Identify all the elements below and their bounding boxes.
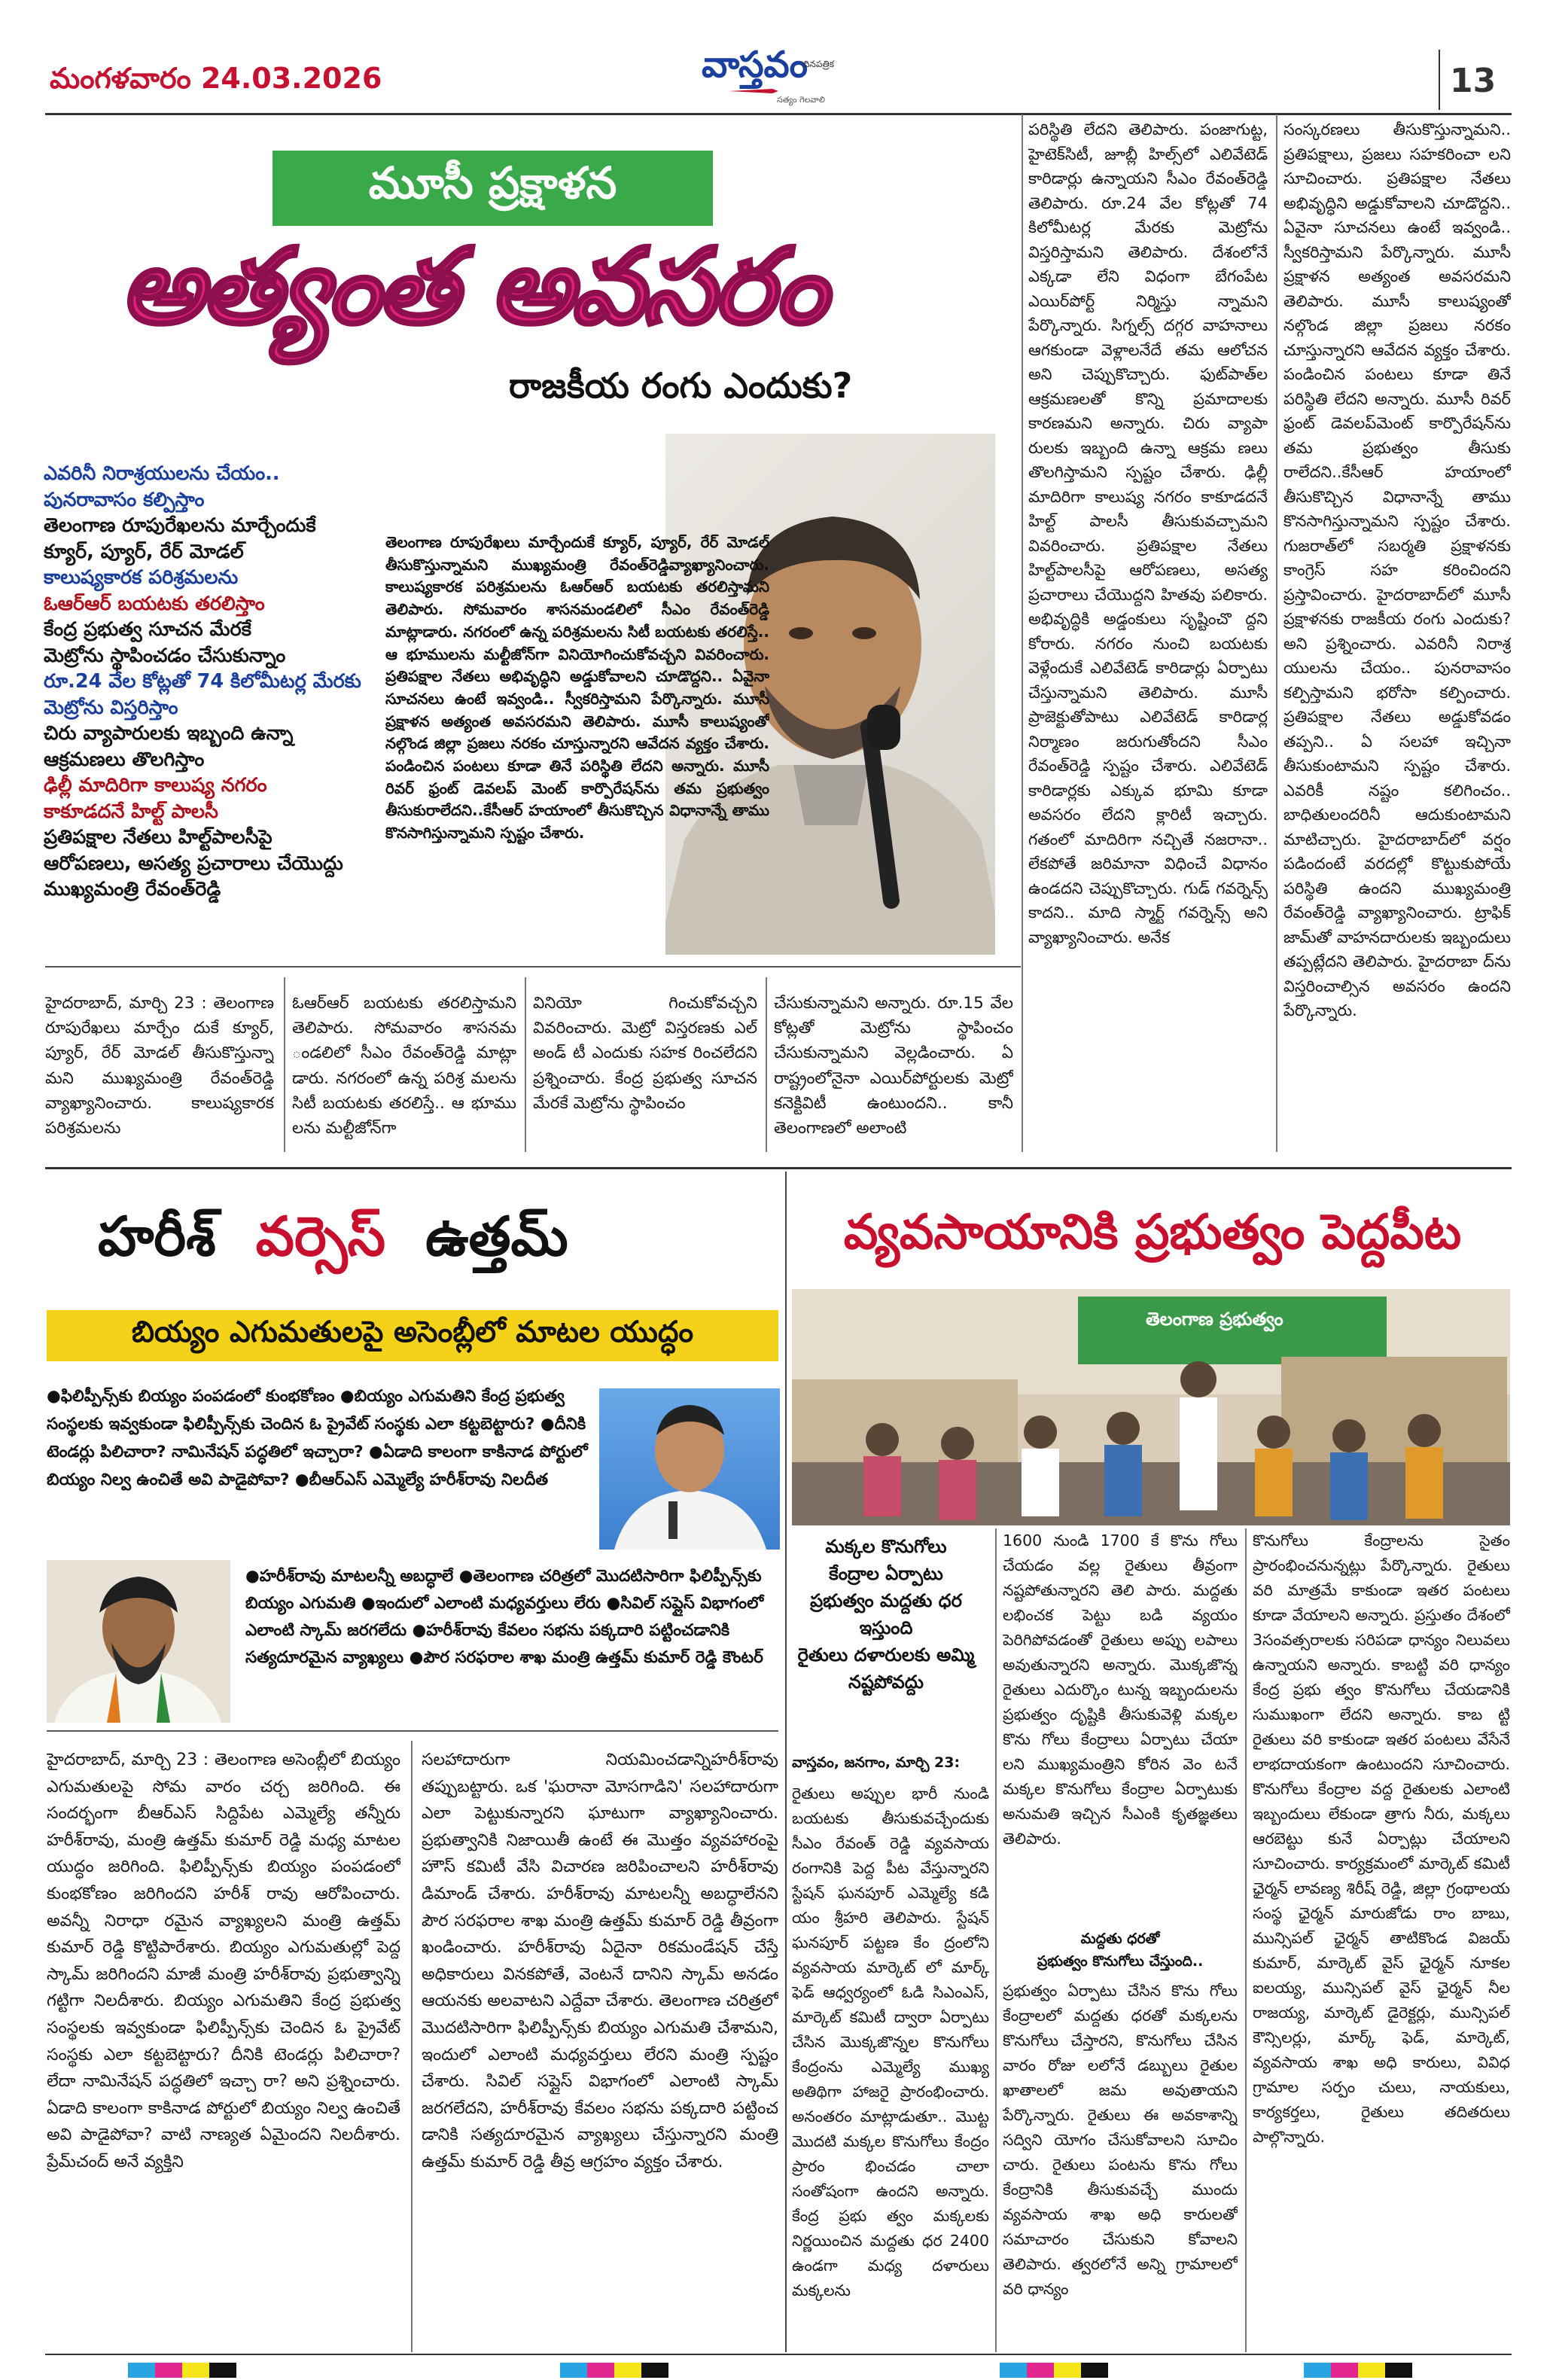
logo-wordmark: వాస్తవం [702,44,808,86]
story2-bar [47,1310,778,1361]
pen-icon [727,87,780,95]
print-color-strip [45,2363,1512,2379]
logo-tagline: సత్యం గెలవాలి [777,95,825,105]
story3-col-1: రైతులు అప్పుల భారీ నుండి బయటకు తీసుకువచ్చేందుకు సీఎం రేవంత్ రెడ్డి వ్యవసాయ రంగానికి పెద్ద పీట వేస్తున్నారని స్టేషన్ ఘనపూర్ ఎమ్మెల్యే కడి యం శ్రీహరి తెలిపారు. స్టేషన్ ఘనపూర్ పట్టణ కేం ద్రంలోని వ్యవసాయ మార్కెట్ లో మార్క్ ఫెడ్ ఆధ్వర్యంలో ఓడి సిఎంఎస్, మార్కెట్ కమిటీ ద్వారా ఏర్పాటు చేసిన మొక్కజొన్నల కొనుగోలు కేంద్రంను ఎమ్మెల్యే ముఖ్య అతిథిగా హాజరై ప్రారంభించారు. అనంతరం మాట్లాడుతూ.. మొట్ట మొదటి మక్కల కొనుగోలు కేంద్రం ప్రారం భించడం చాలా సంతోషంగా ఉందని అన్నారు. కేంద్ర ప్రభు త్వం మక్కలకు నిర్ణయించిన మద్దతు ధర 2400 ఉండగా మధ్య దళారులు మక్కలను [792,1784,989,2299]
highlight-6: కేంద్ర ప్రభుత్వ సూచన మేరకే మెట్రోను స్థాపించడం చేసుకున్నాం [44,618,286,667]
subhead: రాజకీయ రంగు ఎందుకు? [509,365,853,406]
headline: అత్యంత అవసరం [120,226,825,347]
story1-col-6: సంస్కరణలు తీసుకొస్తున్నామని.. ప్రతిపక్షాలు, ప్రజలు సహకరించా లని సూచించారు. ప్రతిపక్షాల నేతలు అభివృద్ధిని అడ్డుకోవాలని చూడొద్దని.. ఏవైనా సూచనలు ఉంటే ఇవ్వండి.. స్వీకరిస్తామని పేర్కొన్నారు. మూసీ ప్రక్షాళన అత్యంత అవసరమని తెలిపారు. మూసీ కాలుష్యంతో నల్గొండ జిల్లా ప్రజలు నరకం చూస్తున్నారని ఆవేదన వ్యక్తం చేశారు. పండించిన పంటలు కూడా తినే పరిస్థితి లేదని అన్నారు. మూసీ రివర్ ఫ్రంట్ డెవలప్‌మెంట్ కార్పొరేషన్‌ను తమ ప్రభుత్వం తీసుకు రాలేదని..కేసీఆర్ హయాంలో తీసుకొచ్చిన విధానాన్నే తాము కొనసాగిస్తున్నామని స్పష్టం చేశారు. గుజరాత్‌లో సబర్మతి ప్రక్షాళనకు కాంగ్రెస్ సహ కరించిందని ప్రస్తావించారు. హైదరాబాద్‌లో మూసీ ప్రక్షాళనకు రాజకీయ రంగు ఎందుకు? అని ప్రశ్నించారు. ఎవరినీ నిరాశ్ర యులను చేయం.. పునరావాసం కల్పిస్తామని భరోసా కల్పించారు. ప్రతిపక్షాల నేతలు అడ్డుకోవడం తప్పని.. ఏ సలహా ఇచ్చినా తీసుకుంటామని స్పష్టం చేశారు. ఎవరికీ నష్టం కలిగించం.. బాధితులందరినీ ఆదుకుంటామని మాటిచ్చారు. హైదరాబాద్‌లో వర్షం పడిందంటే వరదల్లో కొట్టుకుపోయే పరిస్థితి ఉందని ముఖ్యమంత్రి రేవంత్‌రెడ్డి వ్యాఖ్యానించారు. ట్రాఫిక్ జామ్‌తో వాహనదారులకు ఇబ్బందులు తప్పట్లేదని తెలిపారు. హైదరాబా ద్‌ను విస్తరించాల్సిన అవసరం ఉందని పేర్కొన్నారు. [1283,120,1511,1019]
deck-line-3: ప్రభుత్వం మద్దతు ధర [810,1590,962,1611]
deck-line-5: రైతులు దళారులకు అమ్మి [797,1644,975,1665]
highlight-10: ఢిల్లీ మాదిరిగా కాలుష్య నగరం కాకూడదనే హిల్ట్ పాలసీ [44,774,267,823]
header-date: మంగళవారం 24.03.2026 [50,62,382,95]
logo-small: దినపత్రిక [802,59,834,69]
story1-col-2: ఓఆర్ఆర్ బయటకు తరలిస్తామని తెలిపారు. సోమవారం శాసనమ ండలిలో సీఎం రేవంత్‌రెడ్డి మాట్లా డారు. నగరంలో ఉన్న పరిశ్ర మలను సిటీ బయటకు తరలిస్తే.. ఆ భూము లను మల్టీజోన్‌గా [292,994,516,1138]
story3-col-3: కొనుగోలు కేంద్రాలను సైతం ప్రారంభించనున్నట్లు పేర్కొన్నారు. రైతులు వరి మాత్రమే కాకుండా ఇతర పంటలు కూడా వేయాలని అన్నారు. ప్రస్తుతం దేశంలో 3సంవత్సరాలకు సరిపడా ధాన్యం నిలువలు ఉన్నాయని అన్నారు. కాబట్టి వరి ధాన్యం కేంద్ర ప్రభు త్వం కొనుగోలు చేయడానికి సుముఖంగా లేదని అన్నారు. కాబ ట్టి రైతులు వరి కాకుండా ఇతర పంటలు వేసేనే లాభదాయకంగా ఉంటుందని సూచించారు. కొనుగోలు కేంద్రాల వద్ద రైతులకు ఎలాంటి ఇబ్బందులు లేకుండా త్రాగు నీరు, మక్కలు ఆరబెట్టు కునే ఏర్పాట్లు చేయాలని సూచించారు. కార్యక్రమంలో మార్కెట్ కమిటీ ఛైర్మన్ లావణ్య శిరీష్ రెడ్డి, జిల్లా గ్రంథాలయ సంస్థ ఛైర్మన్ మారుజోడు రాం బాబు, మున్సిపల్ ఛైర్మన్ తాటికొండ విజయ్ కుమార్, మార్కెట్ వైస్ ఛైర్మన్ నూకల ఐలయ్య, మున్సిపల్ వైస్ ఛైర్మన్ నీల రాజయ్య, మార్కెట్ డైరెక్టర్లు, మున్సిపల్ కౌన్సిలర్లు, మార్క్ ఫెడ్, మార్కెట్, వ్యవసాయ శాఖ అధి కారులు, వివిధ గ్రామాల సర్పం చులు, నాయకులు, కార్యకర్తలు, రైతులు తదితరులు పాల్గొన్నారు. [1253,1531,1510,2146]
title-harish: హరీశ్ [98,1205,216,1268]
story2-bullets-bottom: ●హరీశ్‌రావు మాటలన్నీ అబద్ధాలే ●తెలంగాణ చరిత్రలో మొదటిసారిగా ఫిలిప్పీన్స్‌కు బియ్యం ఎగుమతి ●ఇందులో ఎలాంటి మధ్యవర్తులు లేరు ●సివిల్ సప్లైస్ విభాగంలో ఎలాంటి స్కామ్ జరగలేదు ●హరీశ్‌రావు కేవలం సభను పక్కదారి పట్టించడానికి సత్యదూరమైన వ్యాఖ్యలు ●పౌర సరఫరాల శాఖ మంత్రి ఉత్తమ్ కుమార్ రెడ్డి కౌంటర్ [245,1567,764,1667]
story2-bar-text: బియ్యం ఎగుమతులపై అసెంబ్లీలో మాటల యుద్ధం [131,1315,694,1349]
deck-line-2: కేంద్రాల ఏర్పాటు [829,1563,943,1584]
logo [702,44,834,113]
kicker-banner [273,151,713,226]
story1-col-4: చేసుకున్నామని అన్నారు. రూ.15 వేల కోట్లతో మెట్రోను స్థాపించం చేసుకున్నామని వెల్లడించారు. ఏ రాష్ట్రంలోనైనా ఎయిర్‌పోర్టులకు మెట్రో కనెక్టివిటీ ఉంటుందని.. కానీ తెలంగాణలో అలాంటి [774,994,1013,1138]
title-versus: వర్సెస్ [255,1205,385,1268]
highlight-3: తెలంగాణ రూపురేఖలను మార్చేందుకే క్యూర్, ప్యూర్, రేర్ మోడల్ [44,514,316,563]
story1-col-1: హైదరాబాద్, మార్చి 23 : తెలంగాణ రూపురేఖలు మార్చేం దుకే క్యూర్, ప్యూర్, రేర్ మోడల్ తీసుకొస్తున్నా మని ముఖ్యమంత్రి రేవంత్‌రెడ్డి వ్యాఖ్యానించారు. కాలుష్యకారక పరిశ్రమలను [45,994,274,1138]
uttam-photo [47,1560,230,1723]
highlight-11: ప్రతిపక్షాల నేతలు హిల్ట్‌పాలసీపై ఆరోపణలు, అసత్య ప్రచారాలు చేయొద్దు ముఖ్యమంత్రి రేవంత్‌రెడ్డి [44,826,343,900]
story3-subhead: మద్దతు ధరతో ప్రభుత్వం కొనుగోలు చేస్తుంది.. [1037,1931,1204,1970]
story1-col-5: పరిస్థితి లేదని తెలిపారు. పంజాగుట్ట, హైటెక్‌సిటీ, జూబ్లీ హిల్స్‌లో ఎలివేటెడ్ కారిడార్లు ఉన్నాయని సీఎం రేవంత్‌రెడ్డి తెలిపారు. రూ.24 వేల కోట్లతో 74 కిలోమీటర్ల మేరకు మెట్రోను విస్తరిస్తామని తెలిపారు. దేశంలోనే ఎక్కడా లేని విధంగా బేగంపేట ఎయిర్‌పోర్ట్ నిర్మిస్తు న్నామని పేర్కొన్నారు. సిగ్నల్స్ దగ్గర వాహనాలు ఆగకుండా వెళ్లాలనేదే తమ ఆలోచన అని చెప్పుకొచ్చారు. ఫుట్‌పాత్‌ల ఆక్రమణలతో కొన్ని ప్రమాదాలకు కారణమని అన్నారు. చిరు వ్యాపా రులకు ఇబ్బంది ఉన్నా ఆక్రమ ణలు తొలగిస్తామని స్పష్టం చేశారు. ఢిల్లీ మాదిరిగా కాలుష్య నగరం కాకూడదనే హిల్ట్ పాలసీ తీసుకువచ్చామని వివరించారు. ప్రతిపక్షాల నేతలు హిల్ట్‌పాలసీపై ఆరోపణలు, అసత్య ప్రచారాలు చేయొద్దని హితవు పలికారు. అభివృద్ధికి అడ్డంకులు సృష్టించొ ద్దని కోరారు. నగరం నుంచి బయటకు వెళ్లేందుకే ఎలివేటెడ్ కారిడార్లు ఏర్పాటు చేస్తున్నామని తెలిపారు. మూసీ ప్రాజెక్టుతోపాటు ఎలివేటెడ్ కారిడార్ల నిర్మాణం జరుగుతోందని సీఎం రేవంత్‌రెడ్డి స్పష్టం చేశారు. ఎలివేటెడ్ కారిడార్లకు ఎక్కువ భూమి కూడా అవసరం లేదని క్లారిటీ ఇచ్చారు. గతంలో మాదిరిగా నచ్చితే నజరానా.. లేకపోతే జరిమానా విధించే విధానం ఉండదని చెప్పుకొచ్చారు. గుడ్ గవర్నెన్స్ కాదని.. మాది స్మార్ట్ గవర్నెన్స్ అని వ్యాఖ్యానించారు. అనేక [1028,120,1268,946]
kicker: మూసీ ప్రక్షాళన [368,157,617,209]
story3-title: వ్యవసాయానికి ప్రభుత్వం పెద్దపీట [843,1205,1462,1260]
highlight-5: ఓఆర్ఆర్ బయటకు తరలిస్తాం [44,592,265,615]
story1-intro: తెలంగాణ రూపురేఖలు మార్చేందుకే క్యూర్, ప్యూర్, రేర్ మోడల్ తీసుకొస్తున్నామని ముఖ్యమంత్రి రేవంత్‌రెడ్డివ్యాఖ్యానించారు. కాలుష్యకారక పరిశ్రమలను ఓఆర్ఆర్ బయటకు తరలిస్తామని తెలిపారు. సోమవారం శాసనమండలిలో సీఎం రేవంత్‌రెడ్డి మాట్లాడారు. నగరంలో ఉన్న పరిశ్రమలను సిటీ బయటకు తరలిస్తే.. ఆ భూములను మల్టీజోన్‌గా వినియోగించుకోవచ్చని వివరించారు. ప్రతిపక్షాల నేతలు అభివృద్ధిని అడ్డుకోవాలని చూడొద్దని.. ఏవైనా సూచనలు ఉంటే ఇవ్వండి.. స్వీకరిస్తామని పేర్కొన్నారు. మూసీ ప్రక్షాళన అత్యంత అవసరమని తెలిపారు. మూసీ కాలుష్యంతో నల్గొండ జిల్లా ప్రజలు నరకం చూస్తున్నారని ఆవేదన వ్యక్తం చేశారు. పండించిన పంటలు కూడా తినే పరిస్థితి లేదని అన్నారు. మూసీ రివర్ ఫ్రంట్ డెవలప్ మెంట్ కార్పొరేషన్‌ను తమ ప్రభుత్వం తీసుకురాలేదని..కేసీఆర్ హయాంలో తీసుకొచ్చిన విధానాన్నే తాము కొనసాగిస్తున్నామని స్పష్టం చేశారు. [385,533,769,843]
deck-line-6: నష్టపోవద్దు [848,1671,924,1693]
page-number: 13 [1450,62,1497,100]
story1-highlights [44,461,381,903]
deck-line-1: మక్కల కొనుగోలు [825,1536,947,1557]
story3-col-2a: 1600 నుండి 1700 కే కొను గోలు చేయడం వల్ల రైతులు తీవ్రంగా నష్టపోతున్నారని తెలి పారు. మద్దతు లభించక పెట్టు బడి వ్యయం పెరిగిపోవడంతో రైతులు అప్పు లపాలు అవుతున్నారని అన్నారు. మొక్కజొన్న రైతులు ఎదుర్కొం టున్న ఇబ్బందులను ప్రభుత్వం దృష్టికి తీసుకువెళ్లి మక్కల కొను గోలు కేంద్రాలు ఏర్పాటు చేయా లని ముఖ్యమంత్రిని కోరిన వెం టనే మక్కల కొనుగోలు కేంద్రాల ఏర్పాటుకు అనుమతి ఇచ్చిన సీఎంకి కృతజ్ఞతలు తెలిపారు. [1003,1531,1238,1848]
highlight-2: పునరావాసం కల్పిస్తాం [44,488,205,511]
story3-col-2b: ప్రభుత్వం ఏర్పాటు చేసిన కొను గోలు కేంద్రాలలో మద్దతు ధరతో మక్కలను కొనుగోలు చేస్తారని, కొనుగోలు చేసిన వారం రోజు లలోనే డబ్బులు రైతుల ఖాతాలలో జమ అవుతాయని పేర్కొన్నారు. రైతులు ఈ అవకాశాన్ని సద్విని యోగం చేసుకోవాలని సూచిం చారు. రైతులు పంటను కొను గోలు కేంద్రానికి తీసుకువచ్చే ముందు వ్యవసాయ శాఖ అధి కారులతో సమాచారం చేసుకుని కోవాలని తెలిపారు. త్వరలోనే అన్ని గ్రామాలలో వరి ధాన్యం [1003,1982,1238,2298]
highlight-4: కాలుష్యకారక పరిశ్రమలను [44,566,239,589]
story3-dateline: వాస్తవం, జనగాం, మార్చి 23: [792,1754,961,1771]
story1-col-3: వినియో గించుకోవచ్చని వివరించారు. మెట్రో విస్తరణకు ఎల్ అండ్ టీ ఎందుకు సహక రించలేదని ప్రశ్నించారు. కేంద్ర ప్రభుత్వ సూచన మేరకే మెట్రోను స్థాపించం [533,994,757,1113]
story2-col-2: సలహాదారుగా నియమించడాన్నిహరీశ్‌రావు తప్పుబట్టారు. ఒక 'ఘరానా మోసగాడిని' సలహాదారుగా ఎలా పెట్టుకున్నారని ఘాటుగా వ్యాఖ్యానించారు. ప్రభుత్వానికి నిజాయితీ ఉంటే ఈ మొత్తం వ్యవహారంపై హౌస్ కమిటీ వేసి విచారణ జరిపించాలని హరీశ్‌రావు డిమాండ్ చేశారు. హరీశ్‌రావు మాటలన్నీ అబద్ధాలేనని పౌర సరఫరాల శాఖ మంత్రి ఉత్తమ్ కుమార్ రెడ్డి తీవ్రంగా ఖండించారు. హరీశ్‌రావు ఏదైనా రికమండేషన్ చేస్తే అధికారులు వినకపోతే, వెంటనే దానిని స్కామ్ అనడం ఆయనకు అలవాటని ఎద్దేవా చేశారు. తెలంగాణ చరిత్రలో మొదటిసారిగా ఫిలిప్పీన్స్‌కు బియ్యం ఎగుమతి చేశామని, ఇందులో ఎలాంటి మధ్యవర్తులు లేరని మంత్రి స్పష్టం చేశారు. సివిల్ సప్లైస్ విభాగంలో ఎలాంటి స్కామ్ జరగలేదని, హరీశ్‌రావు కేవలం సభను పక్కదారి పట్టించ డానికి సత్యదూరమైన వ్యాఖ్యలు చేస్తున్నారని మంత్రి ఉత్తమ్ కుమార్ రెడ్డి తీవ్ర ఆగ్రహం వ్యక్తం చేశారు. [422,1751,778,2171]
agriculture-photo [792,1289,1510,1525]
title-uttam: ఉత్తమ్ [425,1205,568,1268]
story2-bullets-top: ●ఫిలిప్పీన్స్‌కు బియ్యం పంపడంలో కుంభకోణం ●బియ్యం ఎగుమతిని కేంద్ర ప్రభుత్వ సంస్థలకు ఇవ్వకుండా ఫిలిప్పీన్స్‌కు చెందిన ఓ ప్రైవేట్ సంస్థకు ఎలా కట్టబెట్టారు? ●దీనికి టెండర్లు పిలిచారా? నామినేషన్ పద్ధతిలో ఇచ్చారా? ●ఏడాది కాలంగా కాకినాడ పోర్టులో బియ్యం నిల్వ ఉంచితే అవి పాడైపోవా? ●బీఆర్ఎస్ ఎమ్మెల్యే హరీశ్‌రావు నిలదీత [47,1387,588,1489]
highlight-1: ఎవరినీ నిరాశ్రయులను చేయం.. [44,462,280,485]
highlight-7: రూ.24 వేల కోట్లతో 74 కిలోమీటర్ల మేరకు [44,670,361,693]
deck-line-4: ఇస్తుంది [859,1617,913,1638]
highlight-8: మెట్రోను విస్తరిస్తాం [44,696,178,719]
story2-title [98,1205,568,1281]
harish-photo [599,1388,780,1550]
photo-banner-text: తెలంగాణ ప్రభుత్వం [1146,1309,1283,1330]
story3-deck [792,1533,980,1696]
story2-col-1: హైదరాబాద్, మార్చి 23 : తెలంగాణ అసెంబ్లీలో బియ్యం ఎగుమతులపై సోమ వారం చర్చ జరిగింది. ఈ సందర్భంగా బీఆర్ఎస్ సిద్దిపేట ఎమ్మెల్యే తన్నీరు హరీశ్‌రావు, మంత్రి ఉత్తమ్ కుమార్ రెడ్డి మధ్య మాటల యుద్ధం జరిగింది. ఫిలిప్పీన్స్‌కు బియ్యం పంపడంలో కుంభకోణం జరిగిందని హరీశ్ రావు ఆరోపించారు. అవన్నీ నిరాధా రమైన వ్యాఖ్యలని మంత్రి ఉత్తమ్ కుమార్ రెడ్డి కొట్టిపారేశారు. బియ్యం ఎగుమతుల్లో పెద్ద స్కామ్ జరిగిందని మాజీ మంత్రి హరీశ్‌రావు ప్రభుత్వాన్ని గట్టిగా నిలదీశారు. బియ్యం ఎగుమతిని కేంద్ర ప్రభుత్వ సంస్థలకు ఇవ్వకుండా ఫిలిప్పీన్స్‌కు చెందిన ఓ ప్రైవేట్ సంస్థకు ఎలా కట్టబెట్టారు? దీనికి టెండర్లు పిలిచారా? లేదా నామినేషన్ పద్ధతిలో ఇచ్చా రా? అని ప్రశ్నించారు. ఏడాది కాలంగా కాకినాడ పోర్టులో బియ్యం నిల్వ ఉంచితే అవి పాడైపోవా? వాటి నాణ్యత ఏమైందని నిలదీశారు. ప్రేమ్‌చంద్ అనే వ్యక్తిని [47,1751,400,2171]
highlight-9: చిరు వ్యాపారులకు ఇబ్బంది ఉన్నా ఆక్రమణలు తొలగిస్తాం [44,722,294,771]
